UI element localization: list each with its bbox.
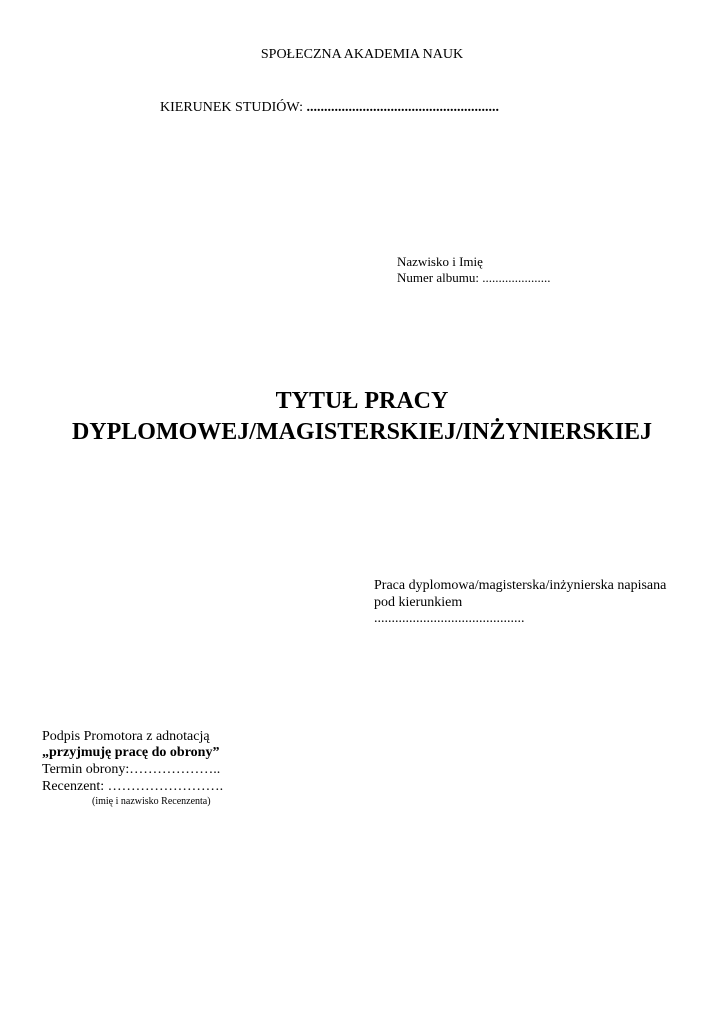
reviewer-line: Recenzent: ……………………. — [42, 779, 224, 794]
supervisor-name-dots: ........................................... — [374, 611, 525, 626]
defense-date-line: Termin obrony:……………….. — [42, 762, 221, 777]
supervision-line-1: Praca dyplomowa/magisterska/inżynierska napisana — [374, 578, 667, 593]
author-name-label: Nazwisko i Imię — [397, 254, 483, 269]
field-of-study-label: KIERUNEK STUDIÓW: — [160, 100, 307, 115]
institution-name: SPOŁECZNA AKADEMIA NAUK — [260, 47, 464, 62]
promoter-signature-label: Podpis Promotora z adnotacją — [42, 729, 210, 744]
field-of-study-value: ....................................................... — [306, 100, 499, 115]
acceptance-annotation: „przyjmuję pracę do obrony” — [42, 745, 220, 760]
supervision-line-2: pod kierunkiem — [374, 595, 463, 610]
reviewer-note: (imię i nazwisko Recenzenta) — [92, 796, 211, 807]
field-of-study-line — [160, 100, 499, 116]
album-number-label: Numer albumu: ..................... — [397, 270, 551, 285]
thesis-title-line-1: TYTUŁ PRACY — [275, 388, 449, 414]
thesis-title-line-2: DYPLOMOWEJ/MAGISTERSKIEJ/INŻYNIERSKIEJ — [71, 419, 653, 445]
